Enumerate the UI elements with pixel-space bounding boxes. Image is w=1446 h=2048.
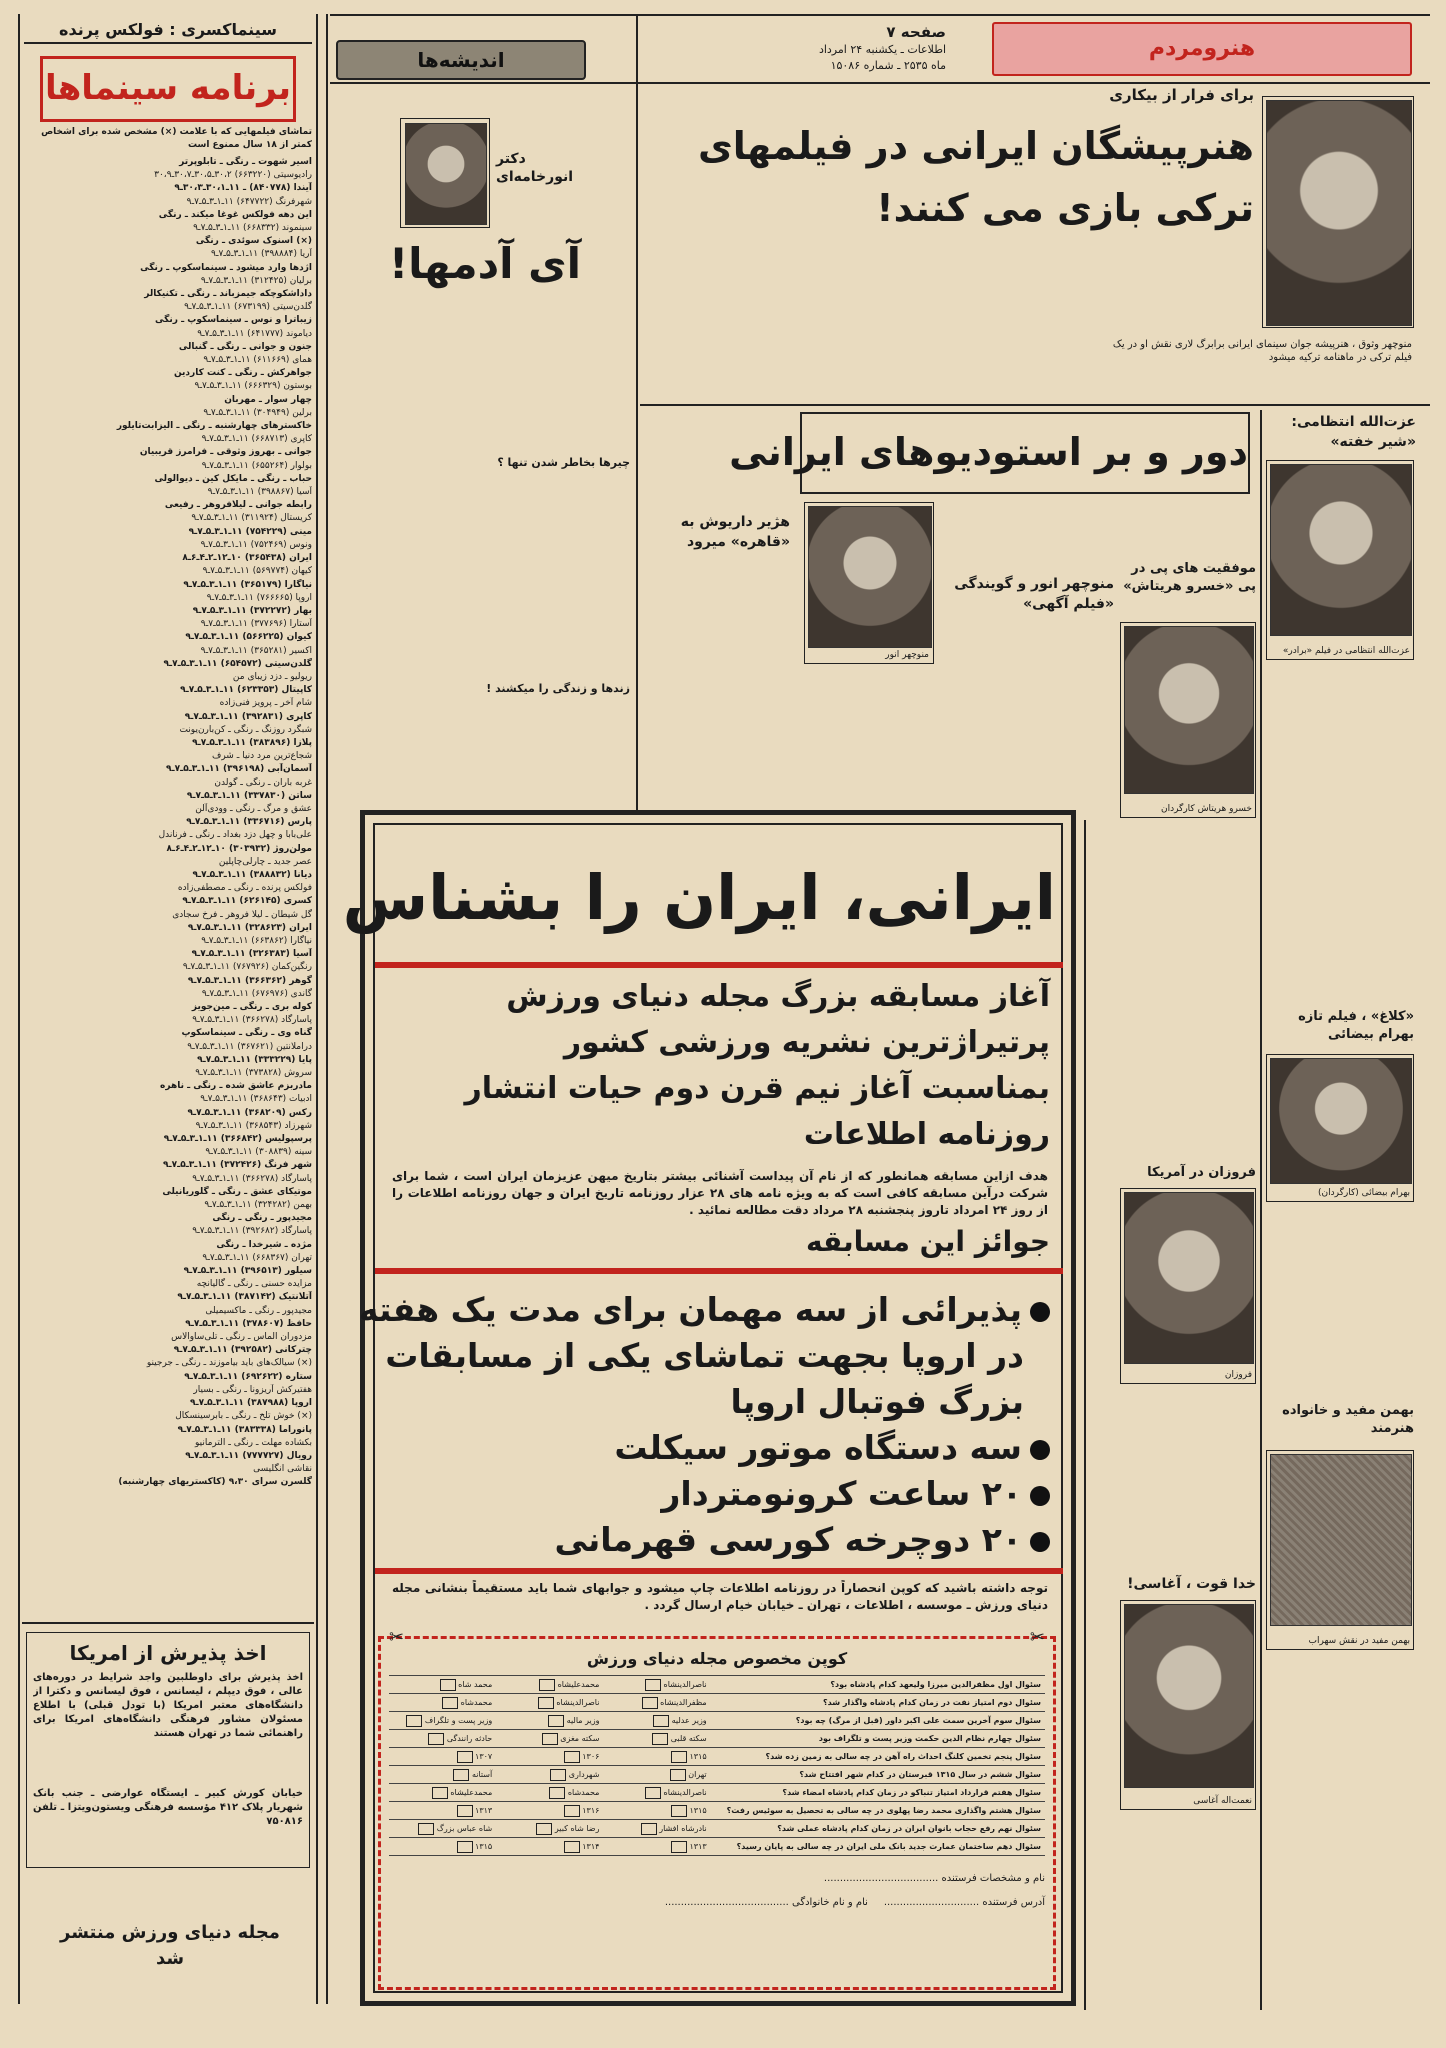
cinema-listing-line: سینه (۳۰۸۸۳۹) ۱۱ـ۱ـ۳ـ۵ـ۷ـ۹ xyxy=(205,1147,312,1158)
foruzan-caption: فروزان xyxy=(1224,1370,1252,1380)
coupon-row xyxy=(389,1694,1045,1712)
coupon-option[interactable]: ۱۳۱۵ xyxy=(603,1802,710,1819)
cinema-listing-line: داداشکوچکه جیمزباند ـ رنگی ـ تکنیکالر xyxy=(144,289,312,300)
haritash-caption: خسرو هریتاش کارگردان xyxy=(1160,804,1252,814)
coupon-question: سئوال سوم آخرین سمت علی اکبر داور (قبل از مرگ) چه بود؟ xyxy=(795,1716,1041,1725)
story-body xyxy=(644,234,1256,396)
coupon-option[interactable]: محمدشاه xyxy=(496,1784,603,1801)
coupon-option[interactable]: محمدشاه xyxy=(389,1694,496,1711)
cinema-listing-line: بوستون (۶۶۶۳۲۹) ۱۱ـ۱ـ۳ـ۵ـ۷ـ۹ xyxy=(194,381,312,392)
cinema-listing-line: (×) خوش تلخ ـ رنگی ـ بابرسینسکال xyxy=(175,1411,312,1422)
checkbox[interactable] xyxy=(442,1697,458,1709)
prize-4-text: ۲۰ دوچرخه کورسی قهرمانی xyxy=(554,1520,1022,1559)
entezami-caption: عزت‌الله انتظامی در فیلم «برادر» xyxy=(1282,646,1410,656)
checkbox[interactable] xyxy=(645,1679,661,1691)
cinema-listing-line: اسیر شهوت ـ رنگی ـ تابلوپرتر xyxy=(179,157,312,167)
coupon-option[interactable]: آستانه xyxy=(389,1766,496,1783)
cinema-listing-line: مزدوران الماس ـ رنگی ـ تلی‌ساوالاس xyxy=(171,1332,312,1343)
opinion-subhead: زندها و زندگی را میکشند ! xyxy=(486,682,630,695)
cinema-listing-line: چهار سوار ـ مهربان xyxy=(224,394,312,405)
cinema-listing-line: غربه باران ـ رنگی ـ گولدن xyxy=(214,777,312,788)
cinema-listing-line: رنگین‌کمان (۷۶۷۹۲۶) ۱۱ـ۱ـ۳ـ۵ـ۷ـ۹ xyxy=(182,962,312,973)
anvar-caption: منوچهر انور xyxy=(885,650,929,660)
studios-item-6: فروزان در آمریکا xyxy=(1147,1165,1256,1180)
cinema-listing-line: آسمان‌آبی (۳۹۶۱۹۸) ۱۱ـ۱ـ۳ـ۵ـ۷ـ۹ xyxy=(166,764,312,775)
checkbox[interactable] xyxy=(418,1823,434,1835)
bullet xyxy=(1030,1532,1050,1552)
cinema-listing-line: رکس (۳۶۸۲۰۹) ۱۱ـ۱ـ۳ـ۵ـ۷ـ۹ xyxy=(187,1107,312,1118)
cinema-listing-line: سینموند (۶۶۸۳۳۲) ۱۱ـ۱ـ۳ـ۵ـ۷ـ۹ xyxy=(193,223,312,234)
studios-item-4: عزت‌الله انتظامی: «شیر خفته» xyxy=(1291,414,1416,450)
coupon-row xyxy=(389,1784,1045,1802)
cinema-listing-line: گناه وی ـ رنگی ـ سینماسکوپ xyxy=(181,1028,312,1039)
cinema-listing-line: رادیوسیتی (۶۶۳۲۲۰) ۳۰،۲ـ۳۰،۵ـ۳۰،۷ـ۳۰،۹ xyxy=(154,170,312,181)
coupon-question: سئوال ششم در سال ۱۳۱۵ قبرستان در کدام شهر افتتاح شد؟ xyxy=(799,1770,1041,1779)
cinema-listing-line: کسری (۶۲۶۱۴۵) ۱۱ـ۱ـ۳ـ۵ـ۷ـ۹ xyxy=(182,896,312,907)
coupon-option[interactable]: ناصرالدینشاه xyxy=(603,1676,710,1693)
studios-text xyxy=(944,500,1114,570)
masthead-rule xyxy=(330,82,1430,84)
aghasi-portrait xyxy=(1124,1604,1254,1788)
cinema-listing-line: حافظ (۳۷۸۶۰۷) ۱۱ـ۱ـ۳ـ۵ـ۷ـ۹ xyxy=(185,1318,312,1329)
cinema-listing xyxy=(26,156,312,1616)
cinema-listing-line: کریستال (۳۱۱۹۲۴) ۱۱ـ۱ـ۳ـ۵ـ۷ـ۹ xyxy=(191,513,312,524)
cinema-listing-line: ساتن (۳۳۷۸۳۰) ۱۱ـ۱ـ۳ـ۵ـ۷ـ۹ xyxy=(186,790,312,801)
issue-info xyxy=(646,22,946,78)
cinema-listing-line: گل شیطان ـ لیلا فروهر ـ فرخ سجادی xyxy=(172,909,312,920)
cinema-listing-line: کاپری (۳۹۲۸۳۱) ۱۱ـ۱ـ۳ـ۵ـ۷ـ۹ xyxy=(184,711,312,722)
scissors-icon: ✂ xyxy=(1029,1627,1045,1648)
cinema-listing-line: هفتیرکش آریزونا ـ رنگی ـ بسیار xyxy=(193,1384,312,1395)
story-headline-2: ترکی بازی می کنند! xyxy=(876,186,1254,230)
cinema-listing-line: نیاگارا (۳۶۵۱۷۹) ۱۱ـ۱ـ۳ـ۵ـ۷ـ۹ xyxy=(183,579,312,590)
cinema-listing-line: بکشاده مهلت ـ رنگی ـ الترمانیو xyxy=(194,1437,312,1448)
issue-date: اطلاعات ـ یکشنبه ۲۴ امرداد xyxy=(818,43,946,56)
coupon[interactable] xyxy=(378,1627,1056,1990)
cinema-listing-line: کوله بری ـ رنگی ـ مین‌جویز xyxy=(191,1002,312,1012)
cinema-listing-line: سروش (۳۷۳۸۲۸) ۱۱ـ۱ـ۳ـ۵ـ۷ـ۹ xyxy=(195,1068,312,1079)
cinema-listing-line: پرسپولیس (۳۶۶۸۴۲) ۱۱ـ۱ـ۳ـ۵ـ۷ـ۹ xyxy=(163,1134,312,1145)
cinema-listing-line: رویال (۷۷۷۷۲۷) ۱۱ـ۱ـ۳ـ۵ـ۷ـ۹ xyxy=(185,1450,312,1461)
cinema-listing-line: سیلور (۳۹۶۵۱۳) ۱۱ـ۱ـ۳ـ۵ـ۷ـ۹ xyxy=(183,1266,312,1277)
cinema-listing-line: ستاره (۶۹۲۶۲۲) ۱۱ـ۱ـ۳ـ۵ـ۷ـ۹ xyxy=(184,1371,312,1382)
cinema-listing-line: آیندا (۸۴۰۷۷۸) ـ ۱۱ـ۳۰،۱ـ۳۰،۳ـ۹ xyxy=(174,183,312,194)
page-number: صفحه ۷ xyxy=(886,23,946,41)
checkbox[interactable] xyxy=(457,1805,473,1817)
studios-item-1: هژیر داریوش به «قاهره» میرود xyxy=(680,514,790,550)
coupon-question: سئوال پنجم تخمین کلنگ احداث راه آهن در چه سالی به زمین زده شد؟ xyxy=(765,1752,1041,1761)
prize-1-cont: در اروپا بجهت تماشای یکی از مسابقات xyxy=(385,1336,1024,1375)
coupon-question: سئوال هشتم واگذاری محمد رضا پهلوی در چه سالی به تحصیل به سوئیس رفت؟ xyxy=(726,1806,1041,1815)
cinema-listing-line: کاپری (۶۶۸۷۱۳) ۱۱ـ۱ـ۳ـ۵ـ۷ـ۹ xyxy=(201,434,312,445)
coupon-option[interactable]: ۱۳۱۵ xyxy=(603,1748,710,1765)
contest-intro: هدف ازاین مسابقه همانطور که از نام آن پیداست آشنائی بیشتر بتاریخ میهن عزیزمان ایران است ، شما برای شرکت درآین مسابقه کافی است که به ویژه نامه های ۲۸ عزار روزنامه تاریخ ایران و جهان روزنامه اطلاعات را از روز ۲۴ امرداد تاروز پنجشنبه ۲۸ مرداد دقت مطالعه نمائید . xyxy=(392,1169,1048,1217)
checkbox[interactable] xyxy=(549,1787,565,1799)
cinema-listing-line: مزایده حسنی ـ رنگی ـ گالیانچه xyxy=(196,1279,312,1290)
actor-photo xyxy=(1266,100,1412,326)
mofid-caption: بهمن مفید در نقش سهراب xyxy=(1308,1636,1410,1646)
coupon-row xyxy=(389,1712,1045,1730)
studios-text xyxy=(1266,666,1414,1006)
opinion-subhead: چیرها بخاطر شدن تنها ؟ xyxy=(497,456,630,469)
cinema-listing-line: خاکسترهای چهارشنبه ـ رنگی ـ الیزابت‌تایلور xyxy=(116,421,312,432)
cinema-listing-line: گوهر (۳۶۶۳۶۲) ۱۱ـ۱ـ۳ـ۵ـ۷ـ۹ xyxy=(187,975,312,986)
cinema-listing-line: شهر فرنگ (۳۷۲۴۲۶) ۱۱ـ۱ـ۳ـ۵ـ۷ـ۹ xyxy=(163,1160,312,1171)
cinema-listing-line: بهمن (۳۲۴۲۸۲) ۱۱ـ۱ـ۳ـ۵ـ۷ـ۹ xyxy=(204,1200,312,1211)
coupon-row xyxy=(389,1820,1045,1838)
contest-line-3: بمناسبت آغاز نیم قرن دوم حیات انتشار xyxy=(464,1071,1050,1106)
opinion-text xyxy=(338,702,630,807)
cinema-listing-line: شجاع‌ترین مرد دنیا ـ شرف xyxy=(212,751,312,762)
studios-text xyxy=(1116,1814,1256,2008)
cinema-listing-line: آسیا (۳۹۸۸۶۷) ۱۱ـ۱ـ۳ـ۵ـ۷ـ۹ xyxy=(207,487,312,498)
studios-text xyxy=(640,408,790,526)
checkbox[interactable] xyxy=(671,1841,687,1853)
cinema-listing-line: پانوراما (۳۸۳۳۳۸) ۱۱ـ۱ـ۳ـ۵ـ۷ـ۹ xyxy=(177,1424,312,1435)
story-photo-caption: منوچهر وثوق ، هنرپیشه جوان سینمای ایرانی برابرگ لاری نقش او در یک فیلم ترکی در ماهنامه ترکیه میشود xyxy=(1112,339,1412,363)
checkbox[interactable] xyxy=(652,1733,668,1745)
issue-number: ماه ۲۵۳۵ ـ شماره ۱۵۰۸۶ xyxy=(830,59,946,72)
coupon-row xyxy=(389,1730,1045,1748)
checkbox[interactable] xyxy=(428,1733,444,1745)
author-photo xyxy=(400,118,490,228)
coupon-option[interactable]: ۱۳۱۵ xyxy=(389,1838,496,1855)
column-divider xyxy=(1084,820,1086,2010)
cinema-listing-line: علی‌بابا و چهل دزد بغداد ـ رنگی ـ فرناندل xyxy=(158,830,312,841)
checkbox[interactable] xyxy=(653,1715,669,1727)
cinema-listing-line: مژده ـ شیرخدا ـ رنگی xyxy=(216,1239,312,1250)
mofid-portrait xyxy=(1270,1454,1412,1626)
coupon-option[interactable]: محمدعلیشاه xyxy=(389,1784,496,1801)
cinema-listing-line: کیوان (۵۶۶۲۲۵) ۱۱ـ۱ـ۳ـ۵ـ۷ـ۹ xyxy=(185,632,312,643)
checkbox[interactable] xyxy=(542,1733,558,1745)
cinema-listing-line: برلین (۳۰۴۹۴۹) ۱۱ـ۱ـ۳ـ۵ـ۷ـ۹ xyxy=(203,407,312,418)
admission-body: اخذ پذیرش برای داوطلبین واجد شرایط در دوره‌های عالی ، فوق دیپلم ، لیسانس ، فوق لیسانس و دکترا از دانشگاه‌های معتبر امریکا (با تودل قبلی) با اطلاع مسئولان مشاور فرهنگی دانشگاه‌های امریکا برای راهنمائی شما در تهران هستند xyxy=(33,1672,303,1739)
prizes-title: جوائز این مسابقه xyxy=(805,1225,1050,1258)
cinema-listing-line: زیباترا و نوس ـ سینماسکوپ ـ رنگی xyxy=(155,315,312,326)
cinema-listing-line: پاسارگاد (۳۶۶۲۷۸) ۱۱ـ۱ـ۳ـ۵ـ۷ـ۹ xyxy=(192,1173,312,1184)
coupon-option[interactable]: سکته قلبی xyxy=(603,1730,710,1747)
prize-1 xyxy=(359,1288,1050,1332)
entezami-portrait xyxy=(1270,464,1412,636)
studios-text xyxy=(1116,1388,1256,1568)
cinema-program-title: برنامه سینماها xyxy=(40,56,296,122)
cinema-listing-line: این دهه فولکس غوغا میکند ـ رنگی xyxy=(158,209,312,220)
contest-line-4: روزنامه اطلاعات xyxy=(803,1117,1050,1152)
studios-text xyxy=(1116,826,1256,1162)
coupon-questions xyxy=(389,1675,1045,1856)
admission-address: خیابان کورش کبیر ـ ایستگاه عوارضی ـ جنب بانک شهریار پلاک ۴۱۲ مؤسسه فرهنگی ویستون‌ویتزا ـ تلفن ۷۵۰۸۱۶ xyxy=(33,1788,303,1827)
cinema-listing-line: عصر جدید ـ چارلی‌چاپلین xyxy=(218,856,312,867)
cinema-listing-line: مجیدپور ـ رنگی ـ رنگی xyxy=(212,1213,312,1224)
coupon-option[interactable]: ۱۳۱۳ xyxy=(389,1802,496,1819)
checkbox[interactable] xyxy=(457,1841,473,1853)
coupon-address: آدرس فرستنده .............................. xyxy=(883,1897,1045,1908)
entezami-photo xyxy=(1266,460,1414,660)
cinema-listing-line: (×) سیالک‌های باید بیاموزند ـ رنگی ـ جرجینو xyxy=(146,1358,312,1369)
studios-headline: دور و بر استودیوهای ایرانی xyxy=(800,412,1250,494)
anvar-portrait xyxy=(808,506,932,648)
coupon-option[interactable]: ۱۳۱۶ xyxy=(496,1802,603,1819)
cinema-listing-line: همای (۶۱۱۶۶۹) ۱۱ـ۱ـ۳ـ۵ـ۷ـ۹ xyxy=(203,355,312,366)
coupon-row xyxy=(389,1676,1045,1694)
studios-item-2: منوچهر انور و گویندگی «فیلم آگهی» xyxy=(954,576,1114,612)
checkbox[interactable] xyxy=(457,1751,473,1763)
cinema-listing-line: گاندی (۶۷۶۹۷۶) ۱۱ـ۱ـ۳ـ۵ـ۷ـ۹ xyxy=(201,988,312,999)
studios-item-5: «کلاغ» ، فیلم تازه بهرام بیضائی xyxy=(1298,1009,1414,1042)
author-name: دکتر انورخامه‌ای xyxy=(496,151,574,185)
cinema-listing-line: جواهرکش ـ رنگی ـ کنت کاردین xyxy=(173,368,312,379)
coupon-option[interactable]: ۱۳۱۳ xyxy=(603,1838,710,1855)
prize-2-text: سه دستگاه موتور سیکلت xyxy=(614,1428,1022,1467)
coupon-option[interactable]: ناصرالدینشاه xyxy=(603,1784,710,1801)
coupon-title: کوپن مخصوص مجله دنیای ورزش xyxy=(586,1649,848,1668)
story-photo xyxy=(1262,96,1414,328)
cinema-listing-line: ایران (۳۶۵۴۳۸) ۱۰ـ۱۲ـ۲ـ۴ـ۶ـ۸ xyxy=(182,553,312,564)
opinion-tag: اندیشه‌ها xyxy=(336,40,586,80)
author-portrait xyxy=(405,123,487,225)
coupon-question: سئوال اول مظفرالدین میرزا ولیعهد کدام پادشاه بود؟ xyxy=(830,1680,1041,1689)
cinema-listing-line: اروپا (۷۶۶۶۶۵) ۱۱ـ۱ـ۳ـ۵ـ۷ـ۹ xyxy=(206,592,312,603)
cinema-listing-line: فولکس پرنده ـ رنگی ـ مصطفی‌زاده xyxy=(177,883,312,894)
cinema-listing-line: مجیدپور ـ رنگی ـ ماکسیمیلی xyxy=(205,1305,312,1316)
bullet xyxy=(1030,1486,1050,1506)
cinema-listing-line: موتیکای عشق ـ رنگی ـ گلوریا‌نیلی xyxy=(162,1186,312,1197)
cinema-listing-line: شبگرد روزنگ ـ رنگی ـ کن‌بارن‌یونت xyxy=(179,724,312,735)
cinema-listing-line: پاسارگاد (۳۹۲۶۸۲) ۱۱ـ۱ـ۳ـ۵ـ۷ـ۹ xyxy=(192,1226,312,1237)
cinema-listing-line: شهرزاد (۳۶۸۵۴۳) ۱۱ـ۱ـ۳ـ۵ـ۷ـ۹ xyxy=(195,1120,312,1131)
aghasi-photo xyxy=(1120,1600,1256,1810)
cinema-listing-line: جنون و جوانی ـ رنگی ـ گنبالی xyxy=(178,341,312,352)
checkbox[interactable] xyxy=(671,1751,687,1763)
cinema-listing-line: آتلانتیک (۳۸۷۱۴۲) ۱۱ـ۱ـ۳ـ۵ـ۷ـ۹ xyxy=(177,1292,312,1303)
cinema-listing-line: اکسیر (۳۶۵۲۸۱) ۱۱ـ۱ـ۳ـ۵ـ۷ـ۹ xyxy=(200,645,312,656)
checkbox[interactable] xyxy=(548,1715,564,1727)
column-divider xyxy=(636,14,638,814)
cinema-listing-line: گلدن‌سیتی (۶۷۳۱۹۹) ۱۱ـ۱ـ۳ـ۵ـ۷ـ۹ xyxy=(184,302,312,313)
studios-text xyxy=(1266,1206,1414,1396)
cinema-listing-line: گلدن‌سیتی (۶۵۴۵۷۲) ۱۱ـ۱ـ۳ـ۵ـ۷ـ۹ xyxy=(163,658,312,669)
studios-text xyxy=(1266,1656,1414,2008)
cinema-tag: سینماکسری : فولکس پرنده xyxy=(24,16,312,44)
divider xyxy=(22,1622,314,1624)
cinema-listing-line: پاسارگاد (۳۶۶۲۷۸) ۱۱ـ۱ـ۳ـ۵ـ۷ـ۹ xyxy=(192,1015,312,1026)
prize-1-cont: بزرگ فوتبال اروپا xyxy=(730,1382,1024,1421)
cinema-listing-line: مینی (۷۵۴۲۲۹) ۱۱ـ۱ـ۳ـ۵ـ۷ـ۹ xyxy=(188,526,312,537)
cinema-listing-line: (×) اسنوک سوئدی ـ رنگی xyxy=(195,236,312,247)
haritash-photo xyxy=(1120,622,1256,818)
coupon-option[interactable]: حادثه رانندگی xyxy=(389,1730,496,1747)
cinema-note: تماشای فیلمهایی که با علامت (×) مشخص شده برای اشخاص کمتر از ۱۸ سال ممنوع است xyxy=(41,127,312,150)
studios-item-8: خدا قوت ، آغاسی! xyxy=(1127,1576,1256,1592)
checkbox[interactable] xyxy=(440,1679,456,1691)
opinion-text xyxy=(338,476,630,676)
coupon-option[interactable]: وزیر پست و تلگراف xyxy=(389,1712,496,1729)
studios-item-3: موفقیت های پی در پی «خسرو هریتاش» xyxy=(1123,561,1256,594)
cinema-listing-line: مادربزم عاشق شده ـ رنگی ـ ناهره xyxy=(160,1081,312,1092)
story-kicker: برای فرار از بیکاری xyxy=(1109,86,1254,104)
opinion-title: آی آدمها! xyxy=(388,239,582,288)
cinema-listing-line: دراملانتین (۳۶۷۶۲۱) ۱۱ـ۱ـ۳ـ۵ـ۷ـ۹ xyxy=(187,1041,312,1052)
prize-2 xyxy=(384,1426,1050,1470)
checkbox[interactable] xyxy=(641,1823,657,1835)
checkbox[interactable] xyxy=(642,1697,658,1709)
cinema-listing-line: اژدها وارد میشود ـ سینماسکوپ ـ رنگی xyxy=(140,262,312,273)
cinema-listing-line: برلیان (۳۱۲۴۲۵) ۱۱ـ۱ـ۳ـ۵ـ۷ـ۹ xyxy=(200,275,312,286)
prize-4 xyxy=(384,1518,1050,1562)
cinema-listing-line: ونوس (۷۵۲۴۶۹) ۱۱ـ۱ـ۳ـ۵ـ۷ـ۹ xyxy=(200,539,312,550)
anvar-photo xyxy=(804,502,934,664)
coupon-option[interactable]: شهرداری xyxy=(496,1766,603,1783)
cinema-listing-line: مولن‌روژ (۳۰۳۹۳۲) ۱۰ـ۱۲ـ۲ـ۴ـ۶ـ۸ xyxy=(166,843,312,854)
contest-line-2: پرتیراژترین نشریه ورزشی کشور xyxy=(563,1025,1050,1060)
coupon-option[interactable]: شاه عباس بزرگ xyxy=(389,1820,496,1837)
foruzan-portrait xyxy=(1124,1192,1254,1364)
cinema-listing-line: حباب ـ رنگی ـ مایکل کین ـ دیوالولی xyxy=(154,473,312,484)
beyzaie-photo xyxy=(1266,1054,1414,1202)
bullet xyxy=(1030,1302,1050,1322)
opinion-text xyxy=(338,300,630,450)
cinema-listing-line: شهرفرنگ (۶۴۷۷۲۲) ۱۱ـ۱ـ۳ـ۵ـ۷ـ۹ xyxy=(186,196,312,207)
coupon-option[interactable]: نادرشاه افشار xyxy=(603,1820,710,1837)
prize-3-text: ۲۰ ساعت کرونومتردار xyxy=(661,1474,1022,1513)
haritash-portrait xyxy=(1124,626,1254,794)
coupon-row xyxy=(389,1802,1045,1820)
checkbox[interactable] xyxy=(564,1751,580,1763)
magazine-notice: مجله دنیای ورزش منتشر شد xyxy=(60,1922,280,1969)
checkbox[interactable] xyxy=(406,1715,422,1727)
coupon-question: سئوال نهم رفع حجاب بانوان ایران در زمان کدام پادشاه عملی شد؟ xyxy=(777,1824,1041,1833)
studios-item-7: بهمن مفید و خانواده هنرمند xyxy=(1282,1403,1414,1436)
scissors-icon: ✂ xyxy=(389,1627,405,1648)
cinema-listing-line: نقاشی انگلیسی xyxy=(253,1464,312,1475)
coupon-question: سئوال دوم امتیاز نفت در زمان کدام پادشاه واگذار شد؟ xyxy=(822,1698,1041,1707)
coupon-option[interactable]: سکته مغزی xyxy=(496,1730,603,1747)
contest-line-1: آغاز مسابقه بزرگ مجله دنیای ورزش xyxy=(506,979,1050,1014)
coupon-option[interactable]: تهران xyxy=(603,1766,710,1783)
coupon-option[interactable]: رضا شاه کبیر xyxy=(496,1820,603,1837)
cinema-listing-line: شام آخر ـ پرویز فنی‌زاده xyxy=(219,698,312,709)
section-tag: هنرومردم xyxy=(992,22,1412,76)
cinema-listing-line: دیاموند (۶۴۱۷۷۷) ۱۱ـ۱ـ۳ـ۵ـ۷ـ۹ xyxy=(197,328,312,339)
cinema-listing-line: بهار (۳۷۲۲۷۲) ۱۱ـ۱ـ۳ـ۵ـ۷ـ۹ xyxy=(192,605,312,616)
admission-title: اخذ پذیرش از امریکا xyxy=(69,1641,267,1665)
top-rule xyxy=(330,14,1430,16)
checkbox[interactable] xyxy=(564,1841,580,1853)
cinema-listing-line: تهران (۶۶۸۳۶۷) ۱۱ـ۱ـ۳ـ۵ـ۷ـ۹ xyxy=(202,1252,312,1263)
coupon-option[interactable]: ۱۳۰۶ xyxy=(496,1748,603,1765)
beyzaie-caption: بهرام بیضائی (کارگردان) xyxy=(1318,1188,1410,1198)
checkbox[interactable] xyxy=(536,1823,552,1835)
red-rule xyxy=(375,962,1063,968)
checkbox[interactable] xyxy=(432,1787,448,1799)
cinema-listing-line: ریولیو ـ دزد زیبای من xyxy=(232,671,312,682)
coupon-option[interactable]: ۱۳۱۴ xyxy=(496,1838,603,1855)
coupon-family xyxy=(389,1894,1045,1912)
coupon-question: سئوال هفتم قرارداد امتیاز تنباکو در زمان کدام پادشاه امضاء شد؟ xyxy=(782,1788,1041,1797)
studios-text xyxy=(640,560,790,810)
mofid-photo xyxy=(1266,1450,1414,1650)
cinema-listing-line: رابطه جوانی ـ لیلافروهر ـ رفیعی xyxy=(164,500,312,511)
cinema-listing-line: جوانی ـ بهروز وثوقی ـ فرامرز قریبیان xyxy=(139,447,312,458)
contest-headline: ایرانی، ایران را بشناس xyxy=(342,861,1056,934)
cinema-listing-line: اروپا (۳۸۷۹۸۸) ۱۱ـ۱ـ۳ـ۵ـ۷ـ۹ xyxy=(190,1398,312,1409)
coupon-option[interactable]: مظفرالدینشاه xyxy=(603,1694,710,1711)
checkbox[interactable] xyxy=(671,1805,687,1817)
checkbox[interactable] xyxy=(538,1697,554,1709)
coupon-question: سئوال دهم ساختمان عمارت جدید بانک ملی ایران در چه سالی به پایان رسید؟ xyxy=(736,1842,1041,1851)
section-rule xyxy=(640,404,1430,406)
admission-ad xyxy=(26,1632,310,1868)
cinema-listing-line: عشق و مرگ ـ رنگی ـ وودی‌آلن xyxy=(195,803,312,814)
cinema-listing-line: ادبیات (۳۶۸۶۴۳) ۱۱ـ۱ـ۳ـ۵ـ۷ـ۹ xyxy=(200,1094,312,1105)
cinema-listing-line: آستارا (۳۷۷۶۹۶) ۱۱ـ۱ـ۳ـ۵ـ۷ـ۹ xyxy=(200,619,312,630)
coupon-option[interactable]: محمد شاه xyxy=(389,1676,496,1693)
coupon-option[interactable]: ناصرالدینشاه xyxy=(496,1694,603,1711)
coupon-question: سئوال چهارم نظام الدین حکمت وزیر پست و تلگراف بود xyxy=(818,1734,1041,1743)
contest-instructions: توجه داشته باشید که کوپن انحصاراً در روزنامه اطلاعات چاپ میشود و جوابهای شما باید مستقیماً بنشانی مجله دنیای ورزش ـ موسسه ، اطلاعات ، تهران ـ خیابان خیام ارسال گردد . xyxy=(392,1581,1048,1612)
coupon-option[interactable]: ۱۳۰۷ xyxy=(389,1748,496,1765)
studios-text xyxy=(804,670,934,810)
cinema-listing-line: چترکانی (۳۹۲۵۸۲) ۱۱ـ۱ـ۳ـ۵ـ۷ـ۹ xyxy=(173,1345,312,1356)
prize-3 xyxy=(384,1472,1050,1516)
coupon-fullname: نام و نام خانوادگی ....................................... xyxy=(664,1897,868,1908)
checkbox[interactable] xyxy=(539,1679,555,1691)
checkbox[interactable] xyxy=(564,1805,580,1817)
cinema-listing-line: پایا (۳۳۳۲۲۹) ۱۱ـ۱ـ۳ـ۵ـ۷ـ۹ xyxy=(197,1054,312,1065)
cinema-listing-line: آسیا (۳۲۶۳۸۳) ۱۱ـ۱ـ۳ـ۵ـ۷ـ۹ xyxy=(191,949,312,960)
checkbox[interactable] xyxy=(670,1769,686,1781)
cinema-listing-line: دیانا (۳۸۸۸۳۲) ۱۱ـ۱ـ۳ـ۵ـ۷ـ۹ xyxy=(192,869,312,880)
coupon-sender: نام و مشخصات فرستنده .................................... xyxy=(823,1873,1045,1884)
coupon-option[interactable]: وزیر عدلیه xyxy=(603,1712,710,1729)
story-headline-1: هنرپیشگان ایرانی در فیلمهای xyxy=(697,124,1254,168)
checkbox[interactable] xyxy=(550,1769,566,1781)
cinema-listing-line: کیهان (۵۶۹۷۷۴) ۱۱ـ۱ـ۳ـ۵ـ۷ـ۹ xyxy=(202,566,312,577)
cinema-listing-line: گلسرن سرای ۹،۳۰ (کاکستریهای چهارشنبه) xyxy=(118,1477,312,1488)
studios-text xyxy=(944,624,1114,810)
aghasi-caption: نعمت‌اله آغاسی xyxy=(1193,1796,1252,1806)
beyzaie-portrait xyxy=(1270,1058,1412,1184)
coupon-row xyxy=(389,1748,1045,1766)
coupon-row xyxy=(389,1838,1045,1856)
coupon-option[interactable]: وزیر مالیه xyxy=(496,1712,603,1729)
cinema-listing-line: کاپیتال (۶۲۳۳۵۳) ۱۱ـ۱ـ۳ـ۵ـ۷ـ۹ xyxy=(180,685,312,696)
cinema-listing-line: نیاگارا (۶۶۳۸۶۲) ۱۱ـ۱ـ۳ـ۵ـ۷ـ۹ xyxy=(201,935,312,946)
coupon-row xyxy=(389,1766,1045,1784)
checkbox[interactable] xyxy=(453,1769,469,1781)
coupon-option[interactable]: محمدعلیشاه xyxy=(496,1676,603,1693)
column-divider xyxy=(326,14,328,2004)
prize-1-line-a: پذیرائی از سه مهمان برای مدت یک هفته xyxy=(359,1290,1022,1329)
cinema-listing-line: پلازا (۳۸۳۸۹۶) ۱۱ـ۱ـ۳ـ۵ـ۷ـ۹ xyxy=(192,737,312,748)
cinema-listing-line: بولوار (۶۵۵۲۶۴) ۱۱ـ۱ـ۳ـ۵ـ۷ـ۹ xyxy=(201,460,312,471)
checkbox[interactable] xyxy=(645,1787,661,1799)
column-divider xyxy=(1260,410,1262,2010)
red-rule xyxy=(375,1268,1063,1274)
cinema-listing-line: ایران (۳۲۸۶۲۳) ۱۱ـ۱ـ۳ـ۵ـ۷ـ۹ xyxy=(187,922,312,933)
foruzan-photo xyxy=(1120,1188,1256,1384)
cinema-listing-line: پارس (۳۳۶۷۱۶) ۱۱ـ۱ـ۳ـ۵ـ۷ـ۹ xyxy=(186,817,312,828)
bullet xyxy=(1030,1440,1050,1460)
cinema-listing-line: آریا (۳۹۸۸۸۴) ۱۱ـ۱ـ۳ـ۵ـ۷ـ۹ xyxy=(211,249,312,260)
red-rule xyxy=(375,1568,1063,1574)
